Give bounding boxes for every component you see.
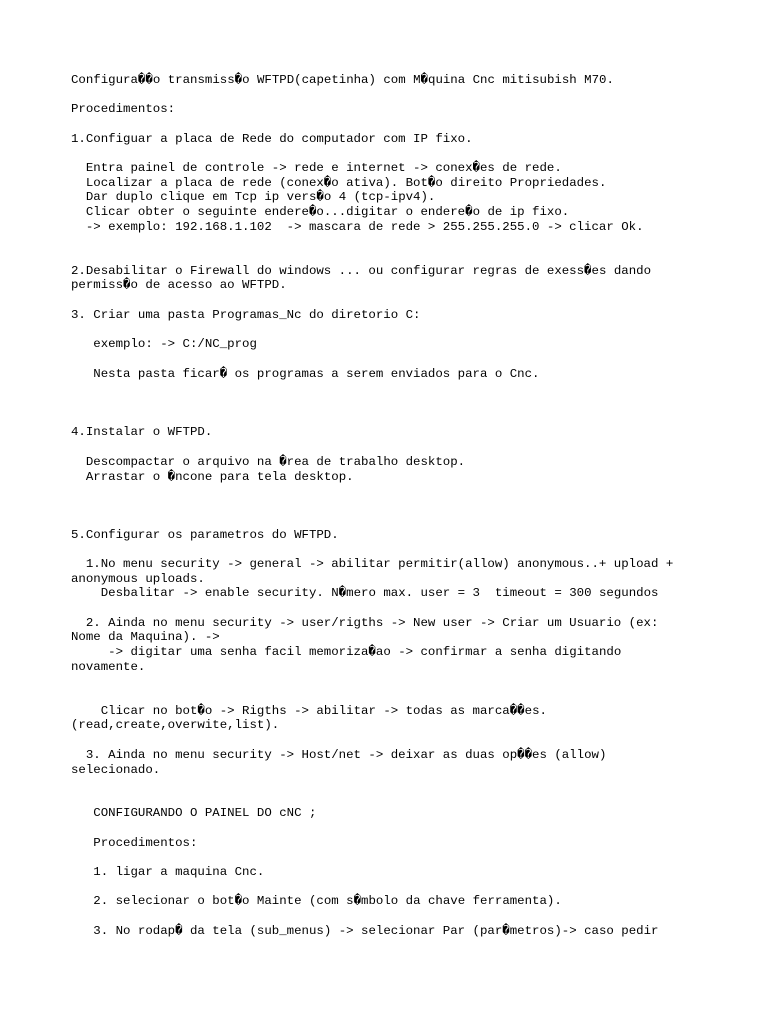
- step-heading: 2.Desabilitar o Firewall do windows ... ou configurar regras de exess�es dando: [71, 264, 652, 278]
- text-line: Nome da Maquina). ->: [71, 630, 220, 644]
- text-line: selecionado.: [71, 763, 161, 777]
- text-line: 1. ligar a maquina Cnc.: [71, 865, 265, 879]
- text-line: Entra painel de controle -> rede e internet -> conex�es de rede.: [71, 161, 562, 175]
- text-line: (read,create,overwite,list).: [71, 718, 280, 732]
- text-line: novamente.: [71, 660, 146, 674]
- text-line: Nesta pasta ficar� os programas a serem enviados para o Cnc.: [71, 367, 540, 381]
- text-line: anonymous uploads.: [71, 572, 205, 586]
- text-line: Clicar obter o seguinte endere�o...digitar o endere�o de ip fixo.: [71, 205, 570, 219]
- step-heading: 1.Configuar a placa de Rede do computador com IP fixo.: [71, 132, 473, 146]
- section-heading: CONFIGURANDO O PAINEL DO cNC ;: [71, 806, 317, 820]
- text-line: 2. Ainda no menu security -> user/rigths -> New user -> Criar um Usuario (ex:: [71, 616, 659, 630]
- text-line: Dar duplo clique em Tcp ip vers�o 4 (tcp-ipv4).: [71, 190, 436, 204]
- text-line: Descompactar o arquivo na �rea de trabalho desktop.: [71, 455, 466, 469]
- section-heading: Procedimentos:: [71, 102, 176, 116]
- text-line: 1.No menu security -> general -> abilitar permitir(allow) anonymous..+ upload +: [71, 557, 674, 571]
- step-heading: 4.Instalar o WFTPD.: [71, 425, 213, 439]
- text-line: 2. selecionar o bot�o Mainte (com s�mbolo da chave ferramenta).: [71, 894, 562, 908]
- text-line: Arrastar o �ncone para tela desktop.: [71, 470, 354, 484]
- text-line: Desbalitar -> enable security. N�mero max. user = 3 timeout = 300 segundos: [71, 586, 659, 600]
- step-heading: 3. Criar uma pasta Programas_Nc do diretorio C:: [71, 308, 421, 322]
- step-heading: 5.Configurar os parametros do WFTPD.: [71, 528, 339, 542]
- text-line: Clicar no bot�o -> Rigths -> abilitar -> todas as marca��es.: [71, 704, 547, 718]
- text-line: -> digitar uma senha facil memoriza�ao -> confirmar a senha digitando: [71, 645, 622, 659]
- text-line: -> exemplo: 192.168.1.102 -> mascara de rede > 255.255.255.0 -> clicar Ok.: [71, 220, 644, 234]
- text-line: 3. Ainda no menu security -> Host/net -> deixar as duas op��es (allow): [71, 748, 607, 762]
- text-line: exemplo: -> C:/NC_prog: [71, 337, 257, 351]
- text-line: 3. No rodap� da tela (sub_menus) -> selecionar Par (par�metros)-> caso pedir: [71, 924, 659, 938]
- text-line: Localizar a placa de rede (conex�o ativa). Bot�o direito Propriedades.: [71, 176, 607, 190]
- text-line: permiss�o de acesso ao WFTPD.: [71, 278, 287, 292]
- section-heading: Procedimentos:: [71, 836, 198, 850]
- document-title: Configura��o transmiss�o WFTPD(capetinha) com M�quina Cnc mitisubish M70.: [71, 73, 614, 87]
